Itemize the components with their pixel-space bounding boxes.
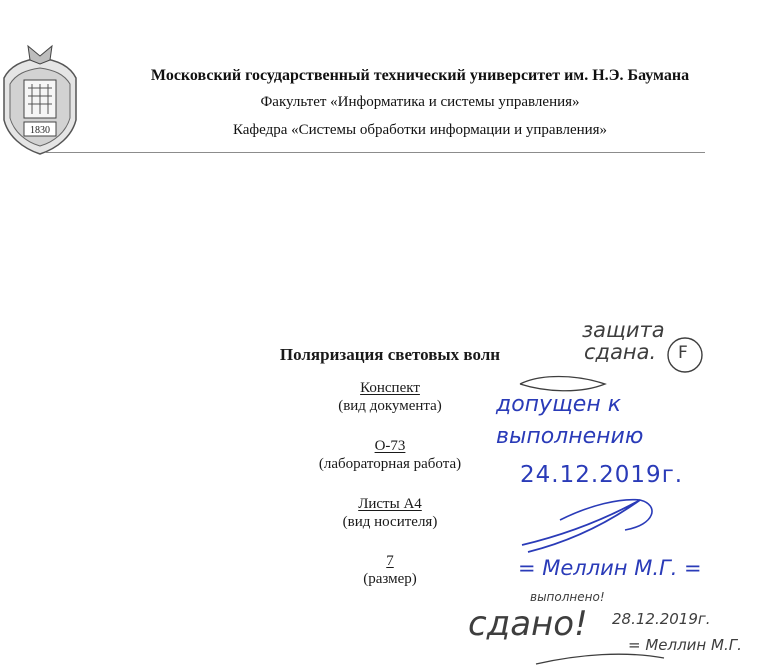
university-name: Московский государственный технический университет им. Н.Э. Баумана — [150, 67, 690, 84]
faculty-name: Факультет «Информатика и системы управления» — [260, 94, 580, 110]
work-code-caption: (лабораторная работа) — [318, 456, 462, 472]
document-type-caption: (вид документа) — [338, 398, 442, 414]
size-caption: (размер) — [363, 571, 417, 587]
handwritten-date-admit: 24.12.2019г. — [520, 462, 684, 488]
handwritten-zashchita: защита — [582, 318, 665, 342]
size-value: 7 — [386, 553, 394, 569]
handwritten-grade: F — [678, 343, 688, 363]
handwritten-signer-submit: = Меллин М.Г. — [628, 636, 742, 654]
document-title: Поляризация световых волн — [279, 345, 501, 364]
department-name: Кафедра «Системы обработки информации и управления» — [232, 122, 608, 138]
handwritten-date-submit: 28.12.2019г. — [612, 610, 711, 628]
work-code-value: О-73 — [374, 438, 406, 454]
handwritten-sdano: сдано! — [468, 604, 588, 644]
handwritten-sdana: сдана. — [584, 340, 657, 364]
handwritten-dopushchen: допущен к — [496, 392, 621, 417]
media-type-caption: (вид носителя) — [342, 514, 438, 530]
handwritten-signer-admit: = Меллин М.Г. = — [518, 556, 702, 580]
media-type-value: Листы А4 — [358, 496, 422, 512]
svg-text:1830: 1830 — [30, 125, 50, 136]
handwritten-vypolneniyu: выполнению — [496, 424, 644, 449]
document-type-value: Конспект — [360, 380, 420, 396]
handwritten-vypolneno: выполнено! — [530, 590, 605, 604]
